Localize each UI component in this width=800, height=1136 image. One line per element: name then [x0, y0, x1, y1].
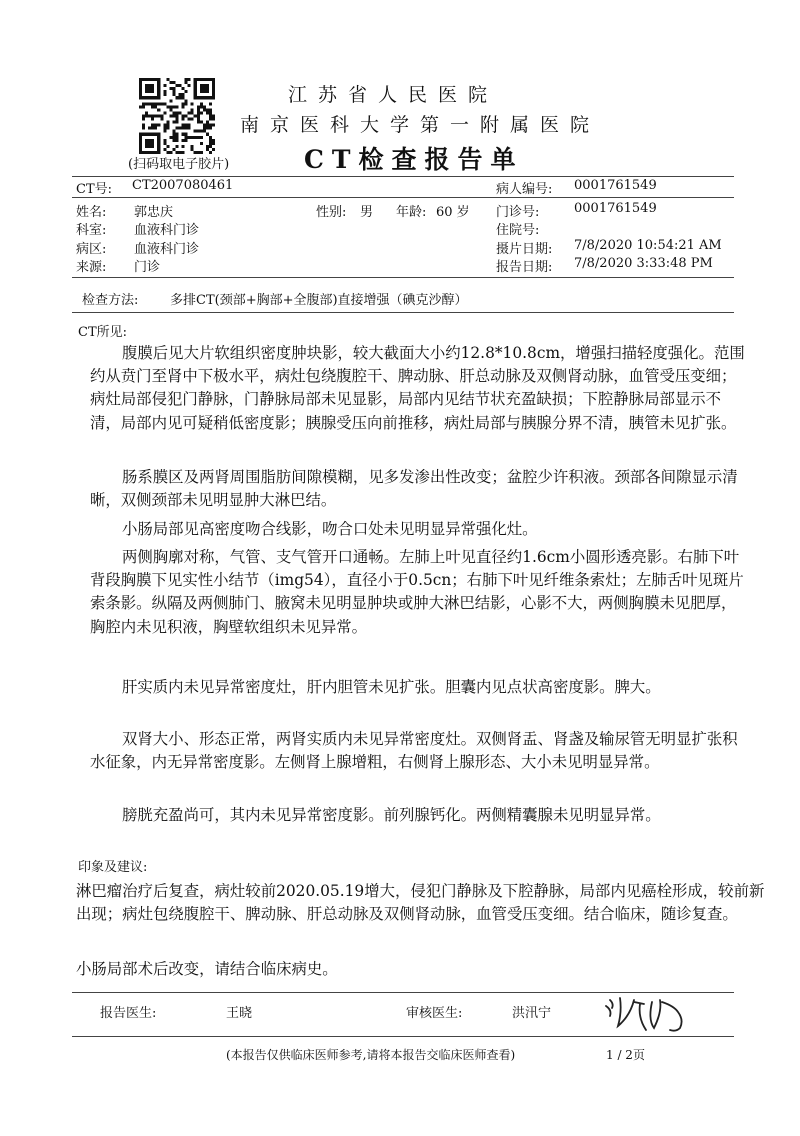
clinic-no: 0001761549 [574, 201, 657, 216]
patient-name: 郭忠庆 [134, 205, 174, 220]
scan-date: 7/8/2020 10:54:21 AM [574, 238, 722, 253]
divider-method [72, 312, 734, 313]
hospital-name: 江苏省人民医院 [288, 84, 499, 106]
divider-top [72, 176, 734, 177]
findings-paragraph: 小肠局部见高密度吻合线影，吻合口处未见明显异常强化灶。 [122, 520, 538, 538]
report-title: CT检查报告单 [304, 145, 524, 174]
dept: 血液科门诊 [134, 223, 200, 238]
page-number: 1 / 2页 [606, 1048, 645, 1062]
reviewer-label: 审核医生: [406, 1006, 463, 1021]
ward: 血液科门诊 [134, 242, 200, 257]
name-label: 姓名: [76, 205, 107, 220]
impression-label: 印象及建议: [78, 860, 148, 875]
source-label: 来源: [76, 260, 107, 275]
footer-note: (本报告仅供临床医师参考,请将本报告交临床医师查看) [226, 1048, 516, 1062]
impression-paragraph: 淋巴瘤治疗后复查，病灶较前2020.05.19增大，侵犯门静脉及下腔静脉，局部内见癌栓形成，较前新出现；病灶包绕腹腔干、脾动脉、肝总动脉及双侧肾动脉，血管受压变细。结合临床，随诊复查。 [76, 882, 765, 924]
hospital-affiliation: 南京医科大学第一附属医院 [240, 114, 601, 136]
findings-paragraph: 肠系膜区及两肾周围脂肪间隙模糊，见多发渗出性改变；盆腔少许积液。颈部各间隙显示清晰，双侧颈部未见明显肿大淋巴结。 [90, 468, 738, 510]
qr-caption: (扫码取电子胶片) [128, 157, 230, 172]
source: 门诊 [134, 260, 161, 275]
patient-no: 0001761549 [574, 178, 657, 193]
exam-method-label: 检查方法: [82, 293, 139, 308]
signature-image [600, 992, 720, 1036]
reviewer-name: 洪汛宁 [512, 1006, 552, 1021]
qr-code-icon [139, 78, 215, 154]
divider-ids [72, 197, 734, 198]
age-label: 年龄: [396, 205, 427, 220]
report-date: 7/8/2020 3:33:48 PM [574, 256, 713, 271]
findings-paragraph: 两侧胸廓对称，气管、支气管开口通畅。左肺上叶见直径约1.6cm小圆形透亮影。右肺下叶背段胸膜下见实性小结节（img54），直径小于0.5cn；右肺下叶见纤维条索灶；左肺舌叶见斑片索条影。纵隔及两侧肺门、腋窝未见明显肿块或肿大淋巴结影，心影不大，两侧胸膜未见肥厚，胸腔内未见积液，胸壁软组织未见异常。 [90, 548, 744, 636]
dept-label: 科室: [76, 223, 107, 238]
ct-no: CT2007080461 [132, 178, 234, 193]
exam-method: 多排CT(颈部+胸部+全腹部)直接增强（碘克沙醇） [170, 293, 468, 308]
scan-date-label: 摄片日期: [496, 242, 553, 257]
report-date-label: 报告日期: [496, 260, 553, 275]
clinic-no-label: 门诊号: [496, 205, 540, 220]
inpatient-no-label: 住院号: [496, 223, 540, 238]
findings-paragraph: 腹膜后见大片软组织密度肿块影，较大截面大小约12.8*10.8cm，增强扫描轻度强化。范围约从贲门至肾中下极水平，病灶包绕腹腔干、脾动脉、肝总动脉及双侧肾动脉，血管受压变细；病灶局部侵犯门静脉，门静脉局部未见显影，局部内见结节状充盈缺损；下腔静脉局部显示不清，局部内见可疑稍低密度影；胰腺受压向前推移，病灶局部与胰腺分界不清，胰管未见扩张。 [90, 344, 745, 432]
findings-label: CT所见: [78, 325, 127, 340]
patient-age: 60 岁 [436, 205, 470, 220]
divider-signoff [72, 1036, 734, 1037]
findings-paragraph: 双肾大小、形态正常，两肾实质内未见异常密度灶。双侧肾盂、肾盏及输尿管无明显扩张积水征象，内无异常密度影。左侧肾上腺增粗，右侧肾上腺形态、大小未见明显异常。 [90, 730, 738, 772]
ct-no-label: CT号: [76, 182, 112, 197]
divider-patient [72, 277, 734, 278]
findings-paragraph: 肝实质内未见异常密度灶，肝内胆管未见扩张。胆囊内见点状高密度影。脾大。 [122, 678, 661, 696]
impression-paragraph: 小肠局部术后改变，请结合临床病史。 [76, 960, 338, 978]
reporter-name: 王晓 [226, 1006, 253, 1021]
sex-label: 性别: [316, 205, 347, 220]
patient-no-label: 病人编号: [496, 182, 553, 197]
reporter-label: 报告医生: [100, 1006, 157, 1021]
findings-paragraph: 膀胱充盈尚可，其内未见异常密度影。前列腺钙化。两侧精囊腺未见明显异常。 [122, 806, 661, 824]
ward-label: 病区: [76, 242, 107, 257]
patient-sex: 男 [360, 205, 374, 220]
